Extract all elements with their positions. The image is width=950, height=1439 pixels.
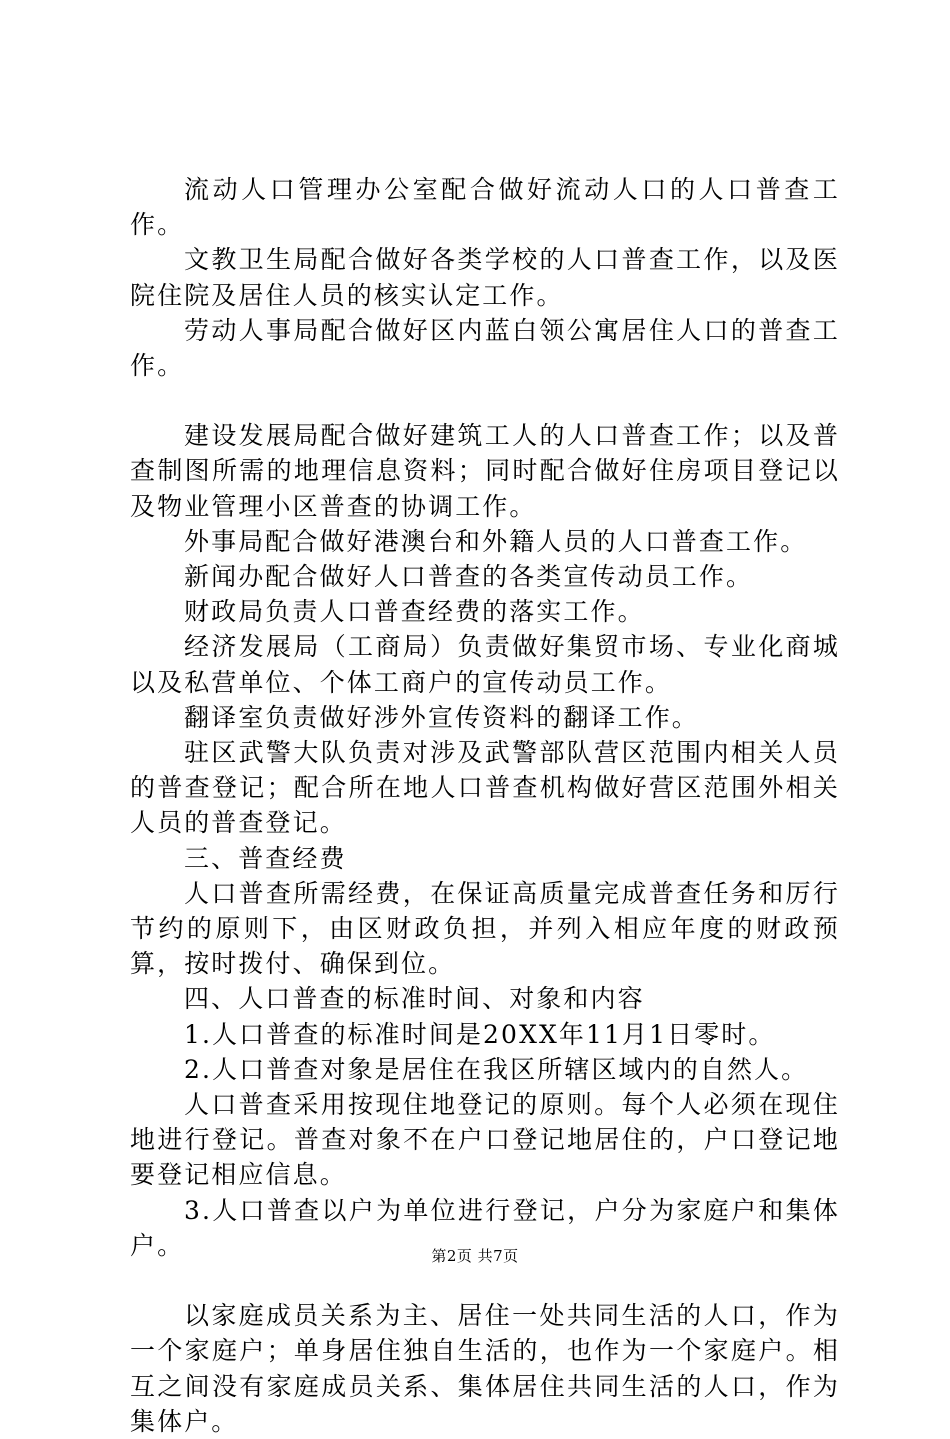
paragraph: 劳动人事局配合做好区内蓝白领公寓居住人口的普查工作。 (130, 315, 840, 381)
paragraph: 以家庭成员关系为主、居住一处共同生活的人口，作为一个家庭户；单身居住独自生活的，也作为一个家庭户。相互之间没有家庭成员关系、集体居住共同生活的人口，作为集体户。 (130, 1301, 840, 1436)
section-heading: 四、人口普查的标准时间、对象和内容 (184, 984, 645, 1014)
paragraph: 人口普查采用按现住地登记的原则。每个人必须在现住地进行登记。普查对象不在户口登记地居住的，户口登记地要登记相应信息。 (130, 1090, 840, 1190)
paragraph: 翻译室负责做好涉外宣传资料的翻译工作。 (184, 702, 699, 732)
paragraph: 流动人口管理办公室配合做好流动人口的人口普查工作。 (130, 175, 840, 240)
page-footer: 第2页 共7页 (431, 1247, 519, 1265)
paragraph: 新闻办配合做好人口普查的各类宣传动员工作。 (184, 562, 754, 592)
section-heading: 三、普查经费 (184, 843, 347, 873)
paragraph: 人口普查所需经费，在保证高质量完成普查任务和厉行节约的原则下，由区财政负担，并列入相应年度的财政预算，按时拨付、确保到位。 (130, 878, 840, 979)
paragraph: 3.人口普查以户为单位进行登记，户分为家庭户和集体户。 (130, 1195, 840, 1260)
paragraph: 财政局负责人口普查经费的落实工作。 (184, 597, 645, 627)
paragraph: 1.人口普查的标准时间是20XX年11月1日零时。 (184, 1019, 776, 1049)
paragraph: 外事局配合做好港澳台和外籍人员的人口普查工作。 (184, 526, 808, 556)
paragraph: 文教卫生局配合做好各类学校的人口普查工作，以及医院住院及居住人员的核实认定工作。 (130, 245, 840, 310)
paragraph: 驻区武警大队负责对涉及武警部队营区范围内相关人员的普查登记；配合所在地人口普查机构做好营区范围外相关人员的普查登记。 (130, 738, 840, 838)
paragraph: 经济发展局（工商局）负责做好集贸市场、专业化商城以及私营单位、个体工商户的宣传动员工作。 (130, 632, 840, 697)
paragraph: 2.人口普查对象是居住在我区所辖区域内的自然人。 (184, 1054, 809, 1084)
paragraph: 建设发展局配合做好建筑工人的人口普查工作；以及普查制图所需的地理信息资料；同时配合做好住房项目登记以及物业管理小区普查的协调工作。 (130, 421, 840, 521)
